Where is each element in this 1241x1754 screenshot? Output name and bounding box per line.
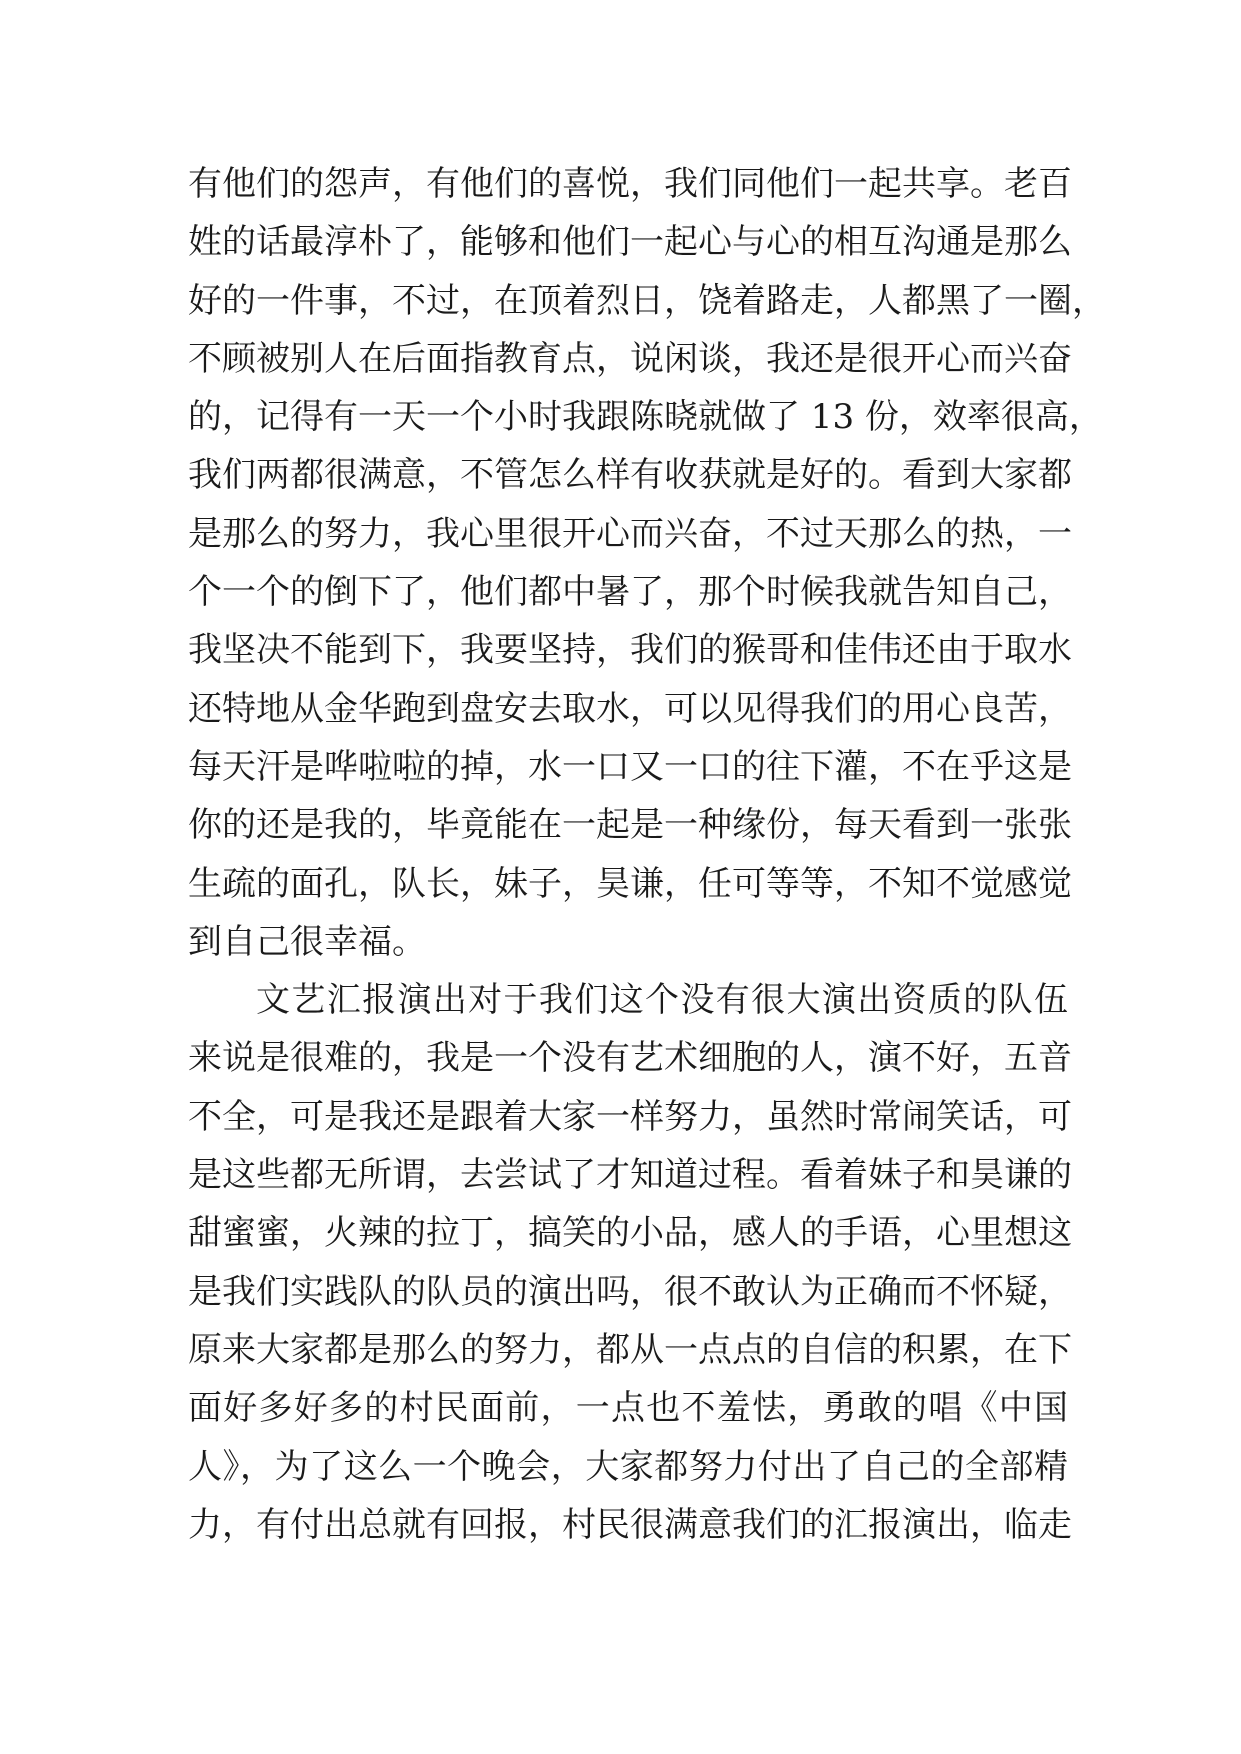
text-line: 生疏的面孔，队长，妹子，昊谦，任可等等，不知不觉感觉 [188,863,1072,904]
text-line: 还特地从金华跑到盘安去取水，可以见得我们的用心良苦， [188,688,1072,729]
text-line: 原来大家都是那么的努力，都从一点点的自信的积累，在下 [188,1329,1072,1370]
text-line: 文艺汇报演出对于我们这个没有很大演出资质的队伍 [256,980,1068,1021]
text-line: 不全，可是我还是跟着大家一样努力，虽然时常闹笑话，可 [188,1096,1072,1137]
text-line: 你的还是我的，毕竟能在一起是一种缘份，每天看到一张张 [188,805,1072,846]
text-line: 不顾被别人在后面指教育点，说闲谈，我还是很开心而兴奋 [188,338,1072,379]
text-line: 个一个的倒下了，他们都中暑了，那个时候我就告知自己， [188,572,1072,613]
text-line: 来说是很难的，我是一个没有艺术细胞的人，演不好，五音 [188,1038,1072,1079]
body-text [188,155,1106,1554]
text-line: 姓的话最淳朴了，能够和他们一起心与心的相互沟通是那么 [188,222,1072,263]
text-line: 我们两都很满意，不管怎么样有收获就是好的。看到大家都 [188,455,1072,496]
text-line: 面好多好多的村民面前，一点也不羞怯，勇敢的唱《中国 [188,1388,1068,1429]
text-line: 甜蜜蜜，火辣的拉丁，搞笑的小品，感人的手语，心里想这 [188,1213,1072,1254]
text-line: 是我们实践队的队员的演出吗，很不敢认为正确而不怀疑， [188,1271,1072,1312]
text-line: 人》，为了这么一个晚会，大家都努力付出了自己的全部精 [188,1446,1068,1487]
text-line: 我坚决不能到下，我要坚持，我们的猴哥和佳伟还由于取水 [188,630,1072,671]
text-line: 力，有付出总就有回报，村民很满意我们的汇报演出，临走 [188,1504,1072,1545]
text-line: 有他们的怨声，有他们的喜悦，我们同他们一起共享。老百 [188,164,1072,204]
text-line: 是那么的努力，我心里很开心而兴奋，不过天那么的热，一 [188,513,1072,554]
text-line: 好的一件事，不过，在顶着烈日，饶着路走，人都黑了一圈， [188,280,1106,321]
text-line: 是这些都无所谓，去尝试了才知道过程。看着妹子和昊谦的 [188,1155,1072,1196]
text-line: 的，记得有一天一个小时我跟陈晓就做了 13 份，效率很高， [188,397,1103,438]
text-line: 每天汗是哗啦啦的掉，水一口又一口的往下灌，不在乎这是 [188,746,1072,787]
text-line: 到自己很幸福。 [188,921,426,962]
